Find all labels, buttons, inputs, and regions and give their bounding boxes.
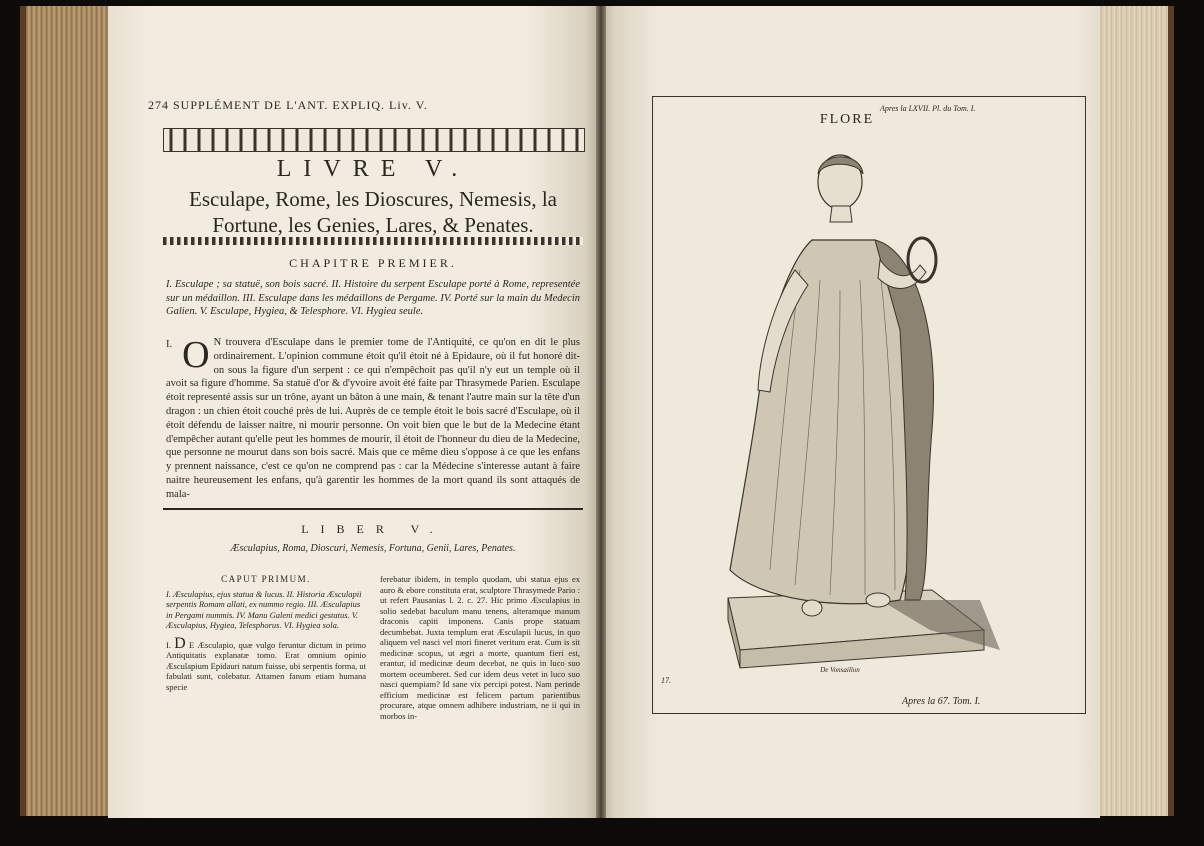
latin-column-left bbox=[166, 574, 366, 692]
plate-number: 17. bbox=[661, 676, 671, 685]
liber-title: LIBER V. bbox=[301, 522, 445, 536]
engraver-signature: De Vonsaillon bbox=[820, 666, 860, 674]
plate-caption-bottom: Apres la 67. Tom. I. bbox=[902, 696, 981, 707]
chapter-heading: CHAPITRE PREMIER. bbox=[289, 256, 457, 270]
latin-column-right: ferebatur ibidem, in templo quodam, ubi statua ejus ex auro & ebore constituta erat, sculptore Thrasymede Pario : ut refert Pausanias l. 2. c. 27. Hic primo Æsculapius in solio sedebat baculum manu tenens, alteramque manum draconis capiti imponens. Canis prope statuam decumbebat. Juxta templum erat Æsculapii lucus, in quo aliquem vel nasci vel mori fineret veritum erat. Cum is sit medicinæ scopus, ut ægri a morte, quantum fieri est, erantur, id medicinæ deum decebat, ne quis in luco suo mortem oceumberet. Sed cur idem deus vetet in luco suo nasci quempiam? Id sane vix percipi potest. Nam perinde efficium medicinæ est felicem partum parientibus procurare, atque omnem adhibere industriam, ne ii qui in morbos in- bbox=[380, 574, 580, 721]
right-page-edges bbox=[1098, 6, 1174, 816]
book-subtitle: Esculape, Rome, les Dioscures, Nemesis, la Fortune, les Genies, Lares, & Penates. bbox=[189, 187, 557, 237]
plate-title: FLORE bbox=[819, 112, 875, 127]
caput-heading: CAPUT PRIMUM. bbox=[221, 574, 311, 584]
divider-ornament bbox=[163, 237, 583, 245]
latin-subtitle: Æsculapius, Roma, Dioscuri, Nemesis, Fortuna, Genii, Lares, Penates. bbox=[230, 543, 516, 554]
livre-title: LIVRE V. bbox=[276, 156, 470, 182]
header-ornament bbox=[163, 128, 585, 152]
running-head: 274 SUPPLÉMENT DE L'ANT. EXPLIQ. Liv. V. bbox=[148, 98, 428, 112]
drop-cap: O bbox=[182, 334, 210, 376]
latin-summary: I. Æsculapius, ejus statua & lucus. II. Historia Æsculapii serpentis Romam allati, ex nummo regio. III. Æsculapius in Pergami nummis. IV. Manu Galeni medici gestatus. V. Æsculapius, Hygiea, Telesphorus. VI. Hygiea sola. bbox=[166, 588, 362, 630]
paragraph-marker: I. bbox=[166, 339, 173, 350]
flora-statue-engraving bbox=[700, 130, 1000, 670]
chapter-summary: I. Esculape ; sa statuë, son bois sacré. II. Histoire du serpent Esculape porté à Rome, representée sur un médaillon. III. Esculape dans les médaillons de Pergame. IV. Porté sur la main du Medecin Galien. V. Esculape, Hygiea, & Telesphore. VI. Hygiea seule. bbox=[166, 279, 580, 317]
body-text: N trouvera d'Esculape dans le premier tome de l'Antiquité, ce qu'on en dit le plus ordinairement. L'opinion commune étoit qu'il étoit né à Epidaure, où il fut honoré dit-on sous la figure d'un serpent : ce qui n'empêchoit pas qu'il n'y eut un temple où il avoit sa figure d'homme. Sa statuë d'or & d'yvoire avoit été faite par Thrasymede Parien. Esculape étoit representé assis sur un trône, ayant un bâton à une main, & tenant l'autre main sur la tête d'un dragon : un chien étoit couché près de lui. Auprès de ce temple étoit le bois sacré d'Esculape, où il étoit défendu de laisser naitre, ni mourir personne. On voit bien que le but de la Medecine étant d'empêcher autant qu'elle peut les hommes de mourir, il étoit de l'honneur du dieu de la Medecine, que personne ne mourut dans son bois sacré. Mais que ce même dieu s'oppose à ce que les enfans y prennent naissance, c'est ce qu'on ne comprend pas : car la Médecine s'interesse autant à faire naitre heureusement les enfans, qu'à garentir les hommes de la mort quand ils sont attaqués de mala- bbox=[166, 337, 580, 500]
latin-marker: I. bbox=[166, 639, 171, 650]
body-paragraph bbox=[166, 336, 580, 502]
latin-paragraph bbox=[166, 634, 366, 693]
plate-caption-top: Apres la LXVII. Pl. du Tom. I. bbox=[880, 104, 976, 113]
latin-drop-cap: D bbox=[174, 634, 186, 652]
book-gutter bbox=[596, 6, 606, 818]
section-rule bbox=[163, 508, 583, 510]
latin-text: E Æsculapio, quæ vulgo feruntur dictum in primo Antiquitatis explanatæ tomo. Erat omnium opinio Æsculapium Epidauri natum fuisse, ubi serpentis forma, ut fabulati sunt, colebatur. Attamen fanum etiam humana specie bbox=[166, 639, 366, 692]
